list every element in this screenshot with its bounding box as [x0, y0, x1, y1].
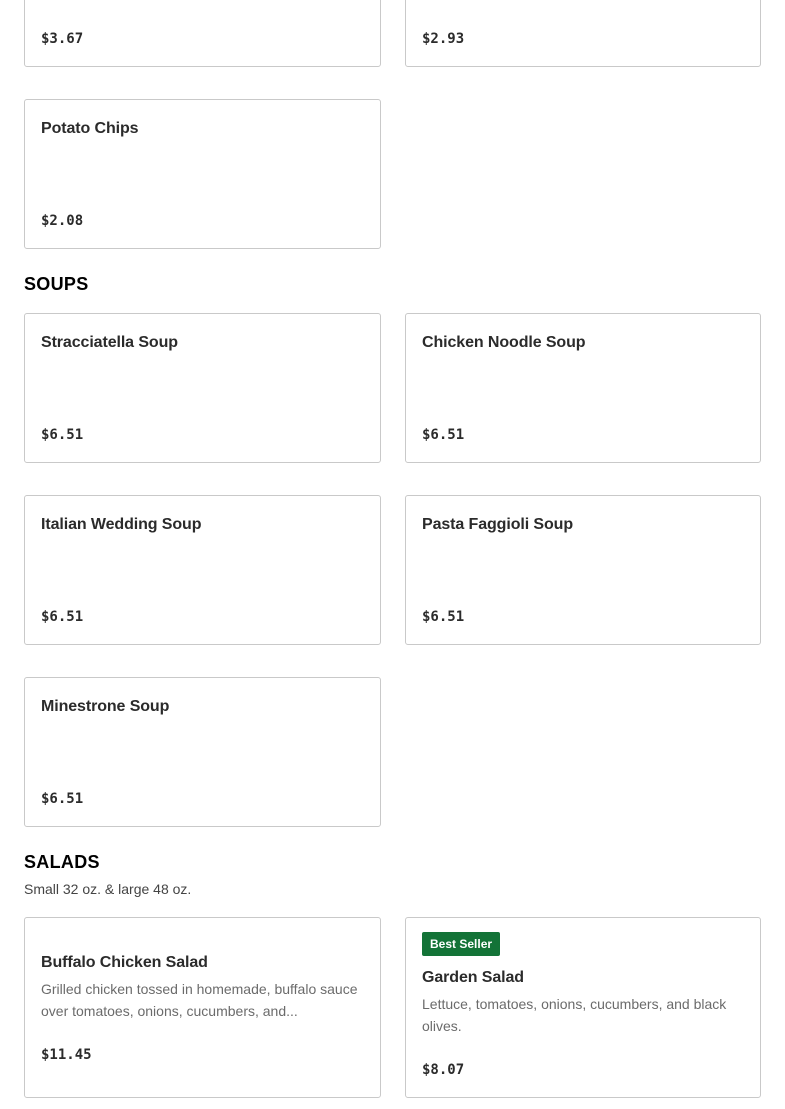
- menu-item-card-garden-salad[interactable]: [405, 917, 761, 1098]
- menu-item-card-minestrone-soup[interactable]: [24, 677, 381, 827]
- menu-item-card-chicken-noodle-soup[interactable]: [405, 313, 761, 463]
- item-name: Garden Salad: [422, 969, 524, 986]
- item-name: Minestrone Soup: [41, 698, 170, 715]
- item-price: $6.51: [41, 609, 84, 625]
- item-name: Stracciatella Soup: [41, 334, 178, 351]
- item-price: $2.93: [422, 31, 465, 47]
- item-price: $6.51: [41, 427, 84, 443]
- item-name: Potato Chips: [41, 120, 139, 137]
- menu-item-card[interactable]: [24, 0, 381, 67]
- section-title-soups: SOUPS: [24, 274, 89, 294]
- item-description: Grilled chicken tossed in homemade, buffalo sauce over tomatoes, onions, cucumbers, and...: [41, 981, 358, 1019]
- item-name: Buffalo Chicken Salad: [41, 954, 208, 971]
- item-description: Lettuce, tomatoes, onions, cucumbers, and black olives.: [422, 996, 727, 1034]
- menu-item-card-italian-wedding-soup[interactable]: [24, 495, 381, 645]
- item-name: Italian Wedding Soup: [41, 516, 202, 533]
- item-price: $6.51: [422, 609, 465, 625]
- item-name: Chicken Noodle Soup: [422, 334, 586, 351]
- menu-item-card-stracciatella-soup[interactable]: [24, 313, 381, 463]
- menu-item-card-buffalo-chicken-salad[interactable]: [24, 917, 381, 1098]
- item-price: $6.51: [41, 791, 84, 807]
- menu-item-card-pasta-faggioli-soup[interactable]: [405, 495, 761, 645]
- item-price: $3.67: [41, 31, 84, 47]
- item-price: $2.08: [41, 213, 84, 229]
- item-price: $6.51: [422, 427, 465, 443]
- item-price: $8.07: [422, 1062, 465, 1078]
- best-seller-badge: Best Seller: [422, 932, 500, 956]
- menu-item-card[interactable]: [405, 0, 761, 67]
- section-subtitle-salads: Small 32 oz. & large 48 oz.: [24, 881, 192, 897]
- menu-item-card-potato-chips[interactable]: [24, 99, 381, 249]
- item-name: Pasta Faggioli Soup: [422, 516, 574, 533]
- item-price: $11.45: [41, 1047, 92, 1063]
- section-title-salads: SALADS: [24, 852, 100, 872]
